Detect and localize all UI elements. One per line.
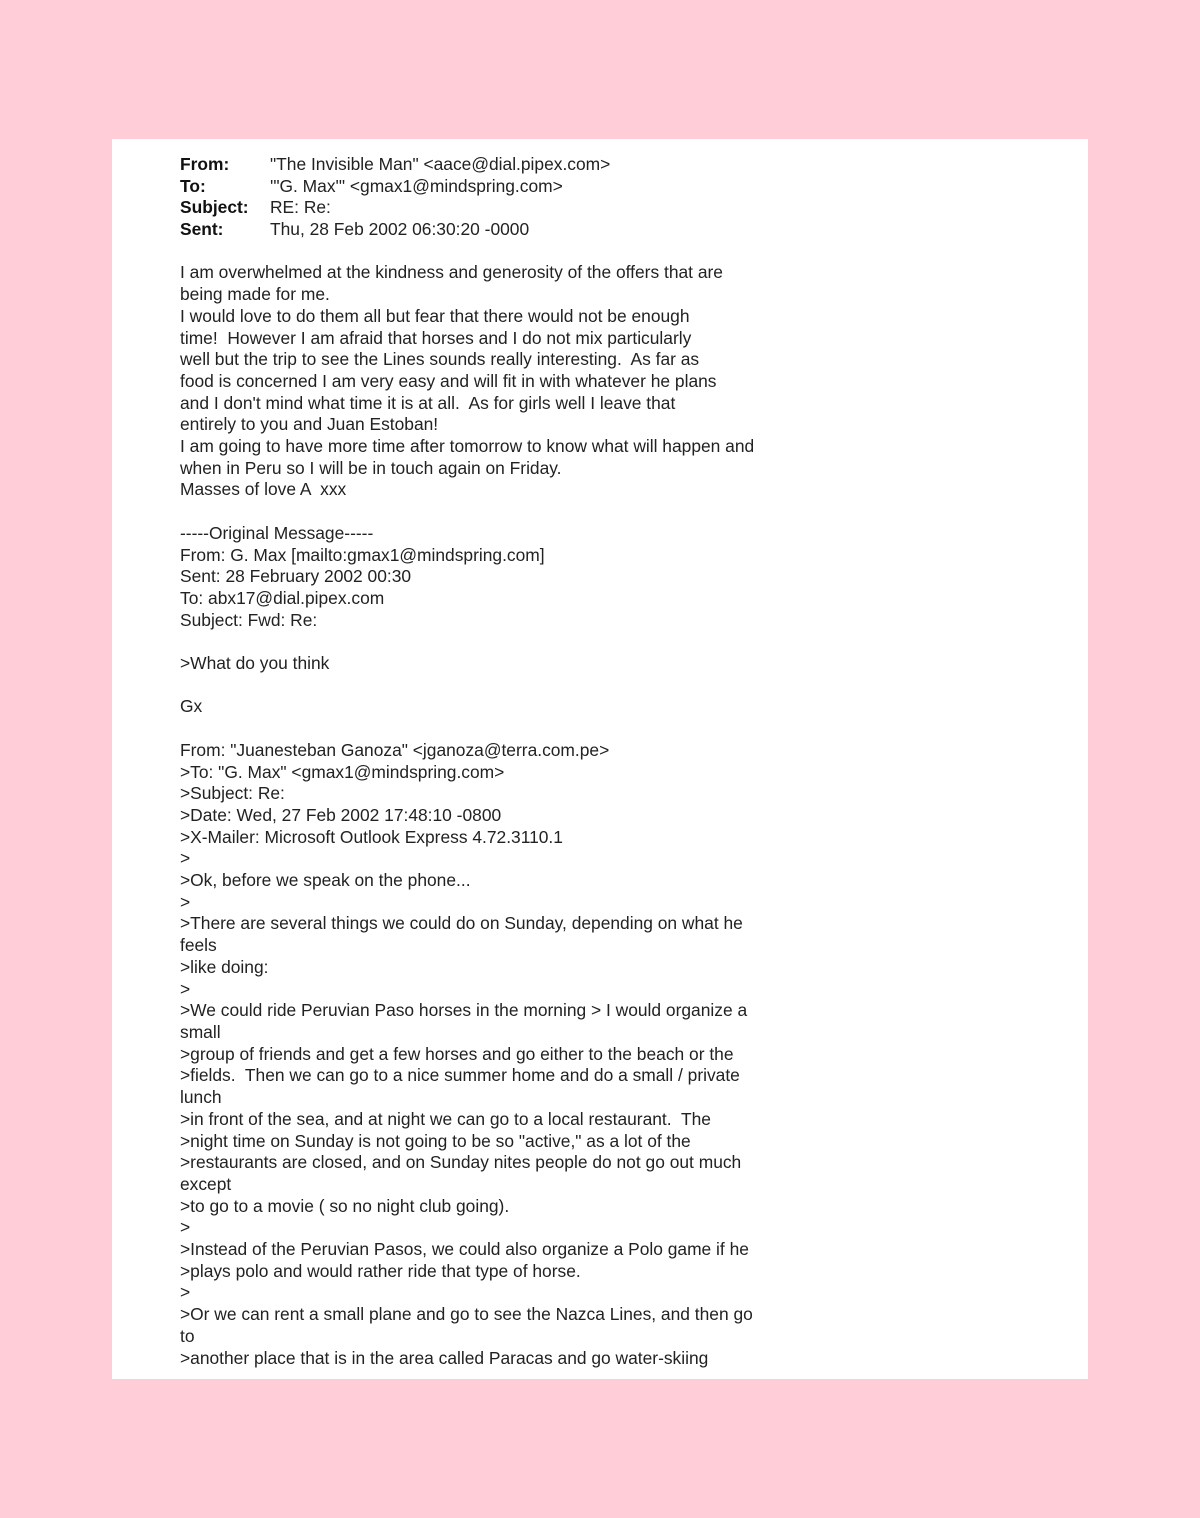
- document-page: [112, 139, 1088, 1379]
- spacer: [180, 241, 820, 263]
- body-line: I would love to do them all but fear that there would not be enough: [180, 305, 690, 326]
- forwarded-line: >restaurants are closed, and on Sunday nites people do not go out much: [180, 1152, 742, 1173]
- forwarded-line: >X-Mailer: Microsoft Outlook Express 4.72.3110.1: [180, 826, 563, 847]
- forwarded-line: >: [180, 891, 191, 912]
- original-sent: Sent: 28 February 2002 00:30: [180, 566, 412, 587]
- forwarded-line: >There are several things we could do on Sunday, depending on what he: [180, 913, 743, 934]
- body-line: and I don't mind what time it is at all. As for girls well I leave that: [180, 392, 676, 413]
- body-line: time! However I am afraid that horses and I do not mix particularly: [180, 327, 692, 348]
- forwarded-line: except: [180, 1173, 232, 1194]
- email-header-block: [180, 154, 820, 241]
- body-line: being made for me.: [180, 284, 330, 305]
- spacer: [180, 501, 820, 523]
- forwarded-line: >fields. Then we can go to a nice summer home and do a small / private: [180, 1065, 740, 1086]
- spacer: [180, 718, 820, 740]
- forwarded-line: >: [180, 1282, 191, 1303]
- forwarded-message: [180, 740, 820, 1369]
- reply-body: [180, 262, 820, 501]
- forwarded-line: to: [180, 1325, 195, 1346]
- forwarded-line: >to go to a movie ( so no night club going).: [180, 1195, 510, 1216]
- body-line: well but the trip to see the Lines sounds really interesting. As far as: [180, 349, 700, 370]
- spacer: [180, 675, 820, 697]
- forwarded-line: From: "Juanesteban Ganoza" <jganoza@terra.com.pe>: [180, 739, 610, 760]
- forwarded-line: >: [180, 1217, 191, 1238]
- forwarded-line: small: [180, 1021, 221, 1042]
- forwarded-line: >Ok, before we speak on the phone...: [180, 870, 471, 891]
- forwarded-line: >We could ride Peruvian Paso horses in the morning > I would organize a: [180, 1000, 748, 1021]
- forwarded-line: >another place that is in the area called Paracas and go water-skiing: [180, 1347, 709, 1368]
- forwarded-line: >: [180, 978, 191, 999]
- body-line: when in Peru so I will be in touch again on Friday.: [180, 457, 562, 478]
- body-line: Masses of love A xxx: [180, 479, 347, 500]
- header-label: Subject:: [180, 197, 249, 218]
- forwarded-line: lunch: [180, 1087, 222, 1108]
- spacer: [180, 631, 820, 653]
- forwarded-line: >Or we can rent a small plane and go to see the Nazca Lines, and then go: [180, 1304, 753, 1325]
- forwarded-line: >in front of the sea, and at night we can go to a local restaurant. The: [180, 1108, 711, 1129]
- original-to: To: abx17@dial.pipex.com: [180, 587, 385, 608]
- forwarded-line: >group of friends and get a few horses and go either to the beach or the: [180, 1043, 734, 1064]
- original-body-line: >What do you think: [180, 653, 330, 674]
- original-message: [180, 523, 820, 740]
- header-value: '"G. Max'" <gmax1@mindspring.com>: [270, 175, 563, 196]
- original-from: From: G. Max [mailto:gmax1@mindspring.com]: [180, 544, 545, 565]
- forwarded-line: >like doing:: [180, 956, 269, 977]
- forwarded-line: >To: "G. Max" <gmax1@mindspring.com>: [180, 761, 505, 782]
- forwarded-line: >plays polo and would rather ride that type of horse.: [180, 1260, 581, 1281]
- body-line: I am going to have more time after tomorrow to know what will happen and: [180, 436, 755, 457]
- email-content: [180, 154, 820, 1369]
- forwarded-line: >: [180, 848, 191, 869]
- original-subject: Subject: Fwd: Re:: [180, 609, 318, 630]
- original-message-separator: -----Original Message-----: [180, 522, 374, 543]
- header-value: "The Invisible Man" <aace@dial.pipex.com>: [270, 154, 611, 174]
- body-line: entirely to you and Juan Estoban!: [180, 414, 439, 435]
- original-signature: Gx: [180, 696, 203, 717]
- header-value: Thu, 28 Feb 2002 06:30:20 -0000: [270, 219, 530, 240]
- forwarded-line: >Instead of the Peruvian Pasos, we could also organize a Polo game if he: [180, 1239, 749, 1260]
- forwarded-line: >Subject: Re:: [180, 783, 285, 804]
- header-sent: [180, 219, 820, 241]
- header-value: RE: Re:: [270, 197, 331, 218]
- forwarded-line: >Date: Wed, 27 Feb 2002 17:48:10 -0800: [180, 804, 502, 825]
- header-label: Sent:: [180, 219, 224, 240]
- header-label: To:: [180, 175, 206, 196]
- header-label: From:: [180, 154, 230, 174]
- body-line: food is concerned I am very easy and will fit in with whatever he plans: [180, 370, 717, 391]
- header-subject: [180, 197, 820, 219]
- header-from: [180, 154, 820, 176]
- body-line: I am overwhelmed at the kindness and generosity of the offers that are: [180, 262, 723, 283]
- forwarded-line: >night time on Sunday is not going to be so "active," as a lot of the: [180, 1130, 691, 1151]
- forwarded-line: feels: [180, 935, 217, 956]
- header-to: [180, 176, 820, 198]
